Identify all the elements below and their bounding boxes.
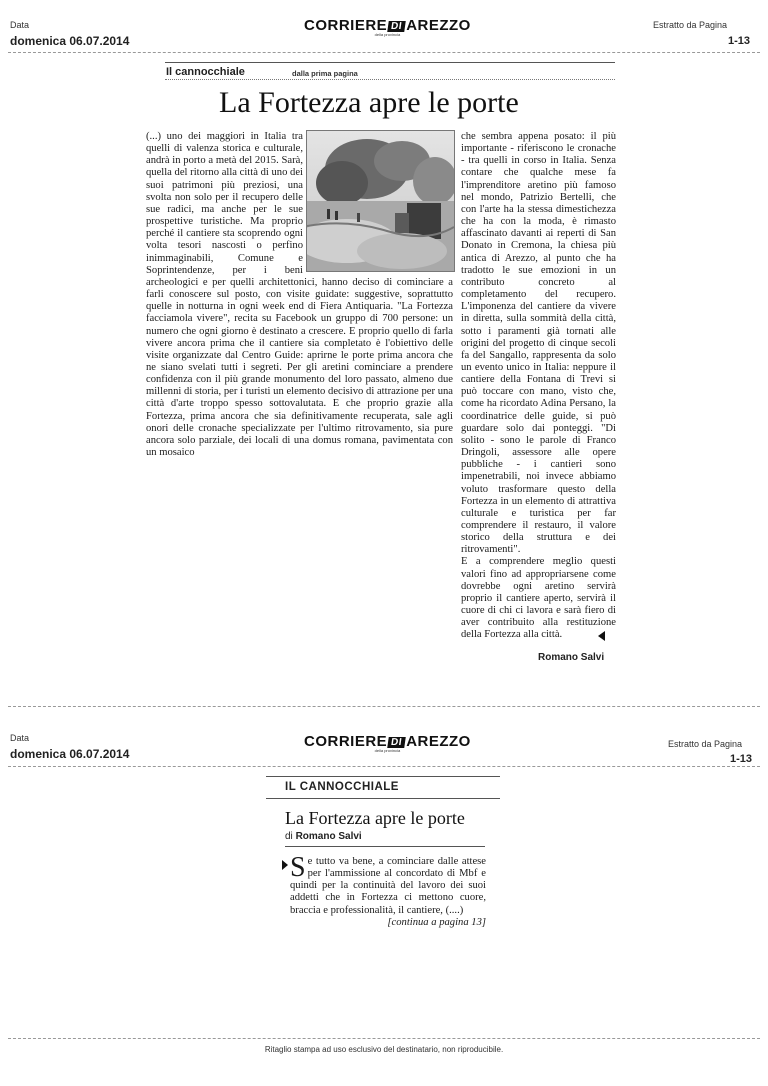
end-mark-icon (598, 631, 605, 641)
byline-rule (285, 846, 485, 847)
date-value-2: domenica 06.07.2014 (10, 747, 130, 761)
section-note: dalla prima pagina (292, 69, 358, 78)
photo-spacer (303, 131, 453, 273)
logo-right-2: AREZZO (406, 733, 471, 750)
newspaper-logo (304, 17, 471, 37)
section-title: Il cannocchiale (166, 66, 245, 78)
logo-right: AREZZO (406, 17, 471, 34)
byline-prefix: di (285, 831, 293, 842)
logo-left-2: CORRIERE (304, 733, 388, 750)
teaser-text: e tutto va bene, a cominciare dalle attese per l'ammissione al concordato di Mbf e quindi per la continuità del lavoro dei suoi addetti che in Fortezza ci mettono cuore, braccia e professionalità, il cantiere, (....) (290, 856, 486, 916)
headline-2: La Fortezza apre le porte (285, 808, 465, 828)
newspaper-logo-2 (304, 733, 471, 753)
section-rule-top (165, 62, 615, 63)
section-rule-bottom (165, 79, 615, 80)
author: Romano Salvi (538, 652, 605, 663)
page-ref-2: 1-13 (730, 753, 753, 765)
continue-link[interactable]: [continua a pagina 13] (387, 916, 486, 928)
footer-divider (8, 1038, 760, 1039)
byline-name: Romano Salvi (295, 831, 362, 842)
section-title-2: IL CANNOCCHIALE (285, 781, 399, 793)
clip-separator (8, 706, 760, 707)
logo-subtitle-2: della provincia (374, 748, 401, 753)
logo-left: CORRIERE (304, 17, 388, 34)
teaser-body (290, 856, 486, 960)
extract-label: Estratto da Pagina (653, 20, 728, 30)
section-rule-top-2 (266, 776, 500, 777)
byline-2 (285, 831, 362, 842)
extract-label-2: Estratto da Pagina (668, 739, 743, 749)
headline: La Fortezza apre le porte (219, 86, 519, 119)
article-column-2-closing: E a comprendere meglio questi valori fino ad appropriarsene come dovrebbe ogni aretino servirà proprio il cantiere aperto, servirà il cuore di chi ci lavora e sarà fiero di aver contribuito alla restituzione della Fortezza alla città. (461, 556, 616, 641)
article-column-1-text: (...) uno dei maggiori in Italia tra quelli di valenza storica e culturale, andrà in porto a metà del 2015. Sarà, quella del ritorno alla città di uno dei suoi patrimoni più preziosi, una svolta non solo per il recupero delle sue radici, ma anche per le sue prospettive turistiche. Ma proprio perché il cantiere sta scoprendo ogni volta tesori nascosti o perfino inimmaginabili, Comune e Soprintendenze, per i beni archeologici e per quelli architettonici, hanno deciso di cominciare a farli conoscere sul posto, con visite guidate: suggestive, soprattutto quelle in notturna in ogni week end di Fiera Antiquaria. "La Fortezza facciamola vivere", recita su Facebook un gruppo di 700 persone: un numero che ogni giorno è destinato a crescere. E proprio quello di farla vivere ancora prima che il cantiere sia completato è l'obiettivo delle visite organizzate dal Centro Guide: aprirne le porte prima ancora che ne siano svelati tutti i segreti. Per gli aretini cominciare a prendere confidenza con il più grande monumento del loro passato, almeno due millenni di storia, per i turisti un elemento decisivo di attrazione per una città d'arte troppo spesso sottovalutata. E che proprio grazie alla Fortezza, prima ancora che sia definitivamente recuperata, sale agli onori delle cronache specializzate per l'ultimo ritrovamento, sia pure ancora solo parziale, dei locali di una domus romana, pavimentata con un mosaico (146, 131, 453, 459)
logo-subtitle: della provincia (374, 32, 401, 37)
page-ref: 1-13 (728, 35, 751, 47)
dropcap: S (290, 856, 306, 883)
date-value: domenica 06.07.2014 (10, 34, 130, 48)
article-column-2 (461, 131, 616, 643)
date-label: Data (10, 20, 30, 30)
logo-badge: DI (387, 21, 406, 32)
section-rule-bottom-2 (266, 798, 500, 799)
logo-badge-2: DI (387, 737, 406, 748)
arrow-icon (282, 860, 288, 870)
article-column-2-text: che sembra appena posato: il più importante - riferiscono le cronache - tra quelli in corso in Italia. Senza contare che qualche mese fa l'imprenditore aretino più famoso nel mondo, Patrizio Bertelli, che con l'arte ha la stessa dimestichezza che ha con la moda, è rimasto affascinato davanti ai reperti di San Donato in Cremona, la chiesa più antica di Arezzo, al punto che ha tradotto le sue emozioni in un contributo concreto al completamento del recupero. L'imponenza del cantiere da vivere in diretta, sulla sommità della città, sotto i paramenti già tornati alle origini del progetto di cinque secoli fa del Sangallo, rappresenta da solo un evento unico in Italia: neppure il cantiere della Fontana di Trevi si può toccare con mano, visto che, come ha ricordato Adina Persano, la coordinatrice delle guide, si può guardare solo dai ponteggi. "Di solito - sono le parole di Franco Dringoli, assessore alle opere pubbliche - i cantieri sono impenetrabili, noi invece abbiamo voluto trasformare questo della Fortezza in un elemento di attrattiva culturale e turistica per far comprendere il restauro, il valore storico della struttura e dei ritrovamenti". (461, 131, 616, 556)
footer-note: Ritaglio stampa ad uso esclusivo del destinatario, non riproducibile. (264, 1045, 504, 1054)
date-label-2: Data (10, 733, 30, 743)
article-column-1 (146, 131, 453, 668)
header-divider (8, 52, 760, 53)
header-divider-2 (8, 766, 760, 767)
